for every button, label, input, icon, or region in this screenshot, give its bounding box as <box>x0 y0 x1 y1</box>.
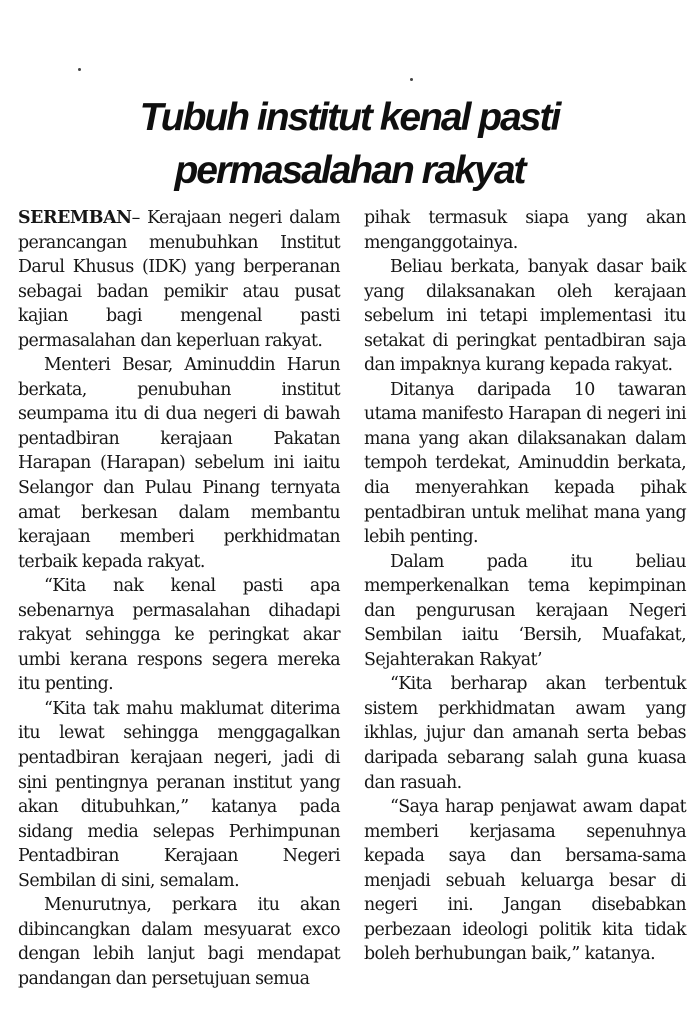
paragraph: Menteri Besar, Aminuddin Harun berkata, penubuhan institut seumpama itu di dua negeri di bawah pentadbiran kerajaan Pakatan Harapan (Harapan) sebelum ini iaitu Selangor dan Pulau Pinang ternyata amat berkesan dalam membantu kerajaan memberi perkhidmatan terbaik kepada rakyat. <box>18 355 340 572</box>
paragraph: “Saya harap penjawat awam dapat memberi kerjasama sepenuhnya kepada saya dan bersama-sama menjadi sebuah keluarga besar di negeri ini. Jangan disebabkan perbezaan ideologi politik kita tidak boleh berhubungan baik,” katanya. <box>364 797 686 965</box>
paragraph-lead <box>18 206 340 353</box>
headline-line-1: Tubuh institut kenal pasti <box>139 96 560 139</box>
paragraph: Menurutnya, perkara itu akan dibincangkan dalam mesyuarat exco dengan lebih lanjut bagi mendapat pandangan dan persetujuan semua <box>18 895 340 989</box>
paragraph-continued: pihak termasuk siapa yang akan menganggotainya. <box>364 208 686 253</box>
paragraph: Dalam pada itu beliau memperkenalkan tema kepimpinan dan pengurusan kerajaan Negeri Sembilan iaitu ‘Bersih, Muafakat, Sejahterakan Rakyat’ <box>364 551 686 670</box>
headline-line-2: permasalahan rakyat <box>174 149 525 192</box>
paragraph: “Kita berharap akan terbentuk sistem perkhidmatan awam yang ikhlas, jujur dan amanah serta bebas daripada sebarang salah guna kuasa dan rasuah. <box>364 674 686 793</box>
article-column-right <box>364 206 686 967</box>
print-speck <box>78 68 81 71</box>
print-speck <box>410 78 413 81</box>
paragraph-lead-text: – Kerajaan negeri dalam perancangan menubuhkan Institut Darul Khusus (IDK) yang berperanan sebagai badan pemikir atau pusat kajian bagi mengenal pasti permasalahan dan keperluan rakyat. <box>18 208 340 351</box>
paragraph: Beliau berkata, banyak dasar baik yang dilaksanakan oleh kerajaan sebelum ini tetapi implementasi itu setakat di peringkat pentadbiran saja dan impaknya kurang kepada rakyat. <box>364 257 686 376</box>
paragraph: Ditanya daripada 10 tawaran utama manifesto Harapan di negeri ini mana yang akan dilaksanakan dalam tempoh terdekat, Aminuddin berkata, dia menyerahkan kepada pihak pentadbiran untuk melihat mana yang lebih penting. <box>364 379 686 548</box>
article-column-left <box>18 206 340 992</box>
paragraph: “Kita nak kenal pasti apa sebenarnya permasalahan dihadapi rakyat sehingga ke peringkat akar umbi kerana respons segera mereka itu penting. <box>18 576 340 695</box>
dateline: SEREMBAN <box>18 208 132 228</box>
paragraph: “Kita tak mahu maklumat diterima itu lewat sehingga menggagalkan pentadbiran kerajaan negeri, jadi di sini pentingnya peranan institut yang akan ditubuhkan,” katanya pada sidang media selepas Perhimpunan Pentadbiran Kerajaan Negeri Sembilan di sini, semalam. <box>18 698 340 891</box>
